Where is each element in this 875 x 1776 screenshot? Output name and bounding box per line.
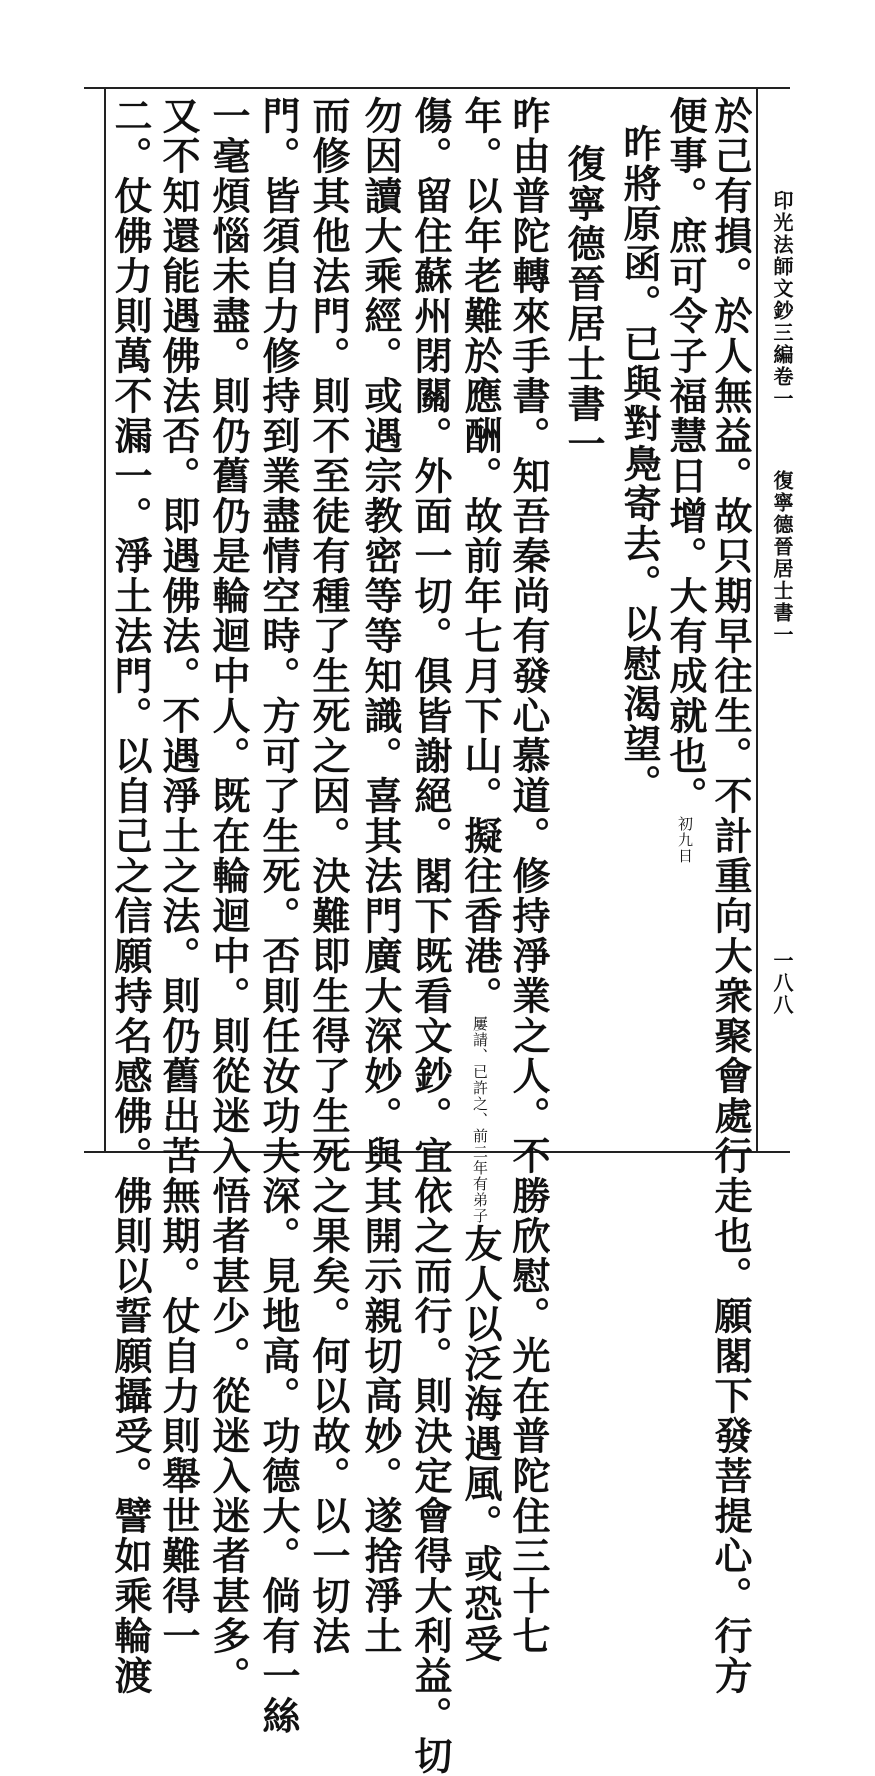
header-divider-rule <box>756 87 758 1153</box>
text-column-6 <box>458 96 502 1664</box>
page-number: 一八八 <box>770 950 794 1016</box>
inline-note-left: 屢請、已許之、 <box>471 1016 489 1128</box>
text-column-2-main: 便事。庶可令子福慧日增。大有成就也。 <box>663 96 708 816</box>
text-column-13: 二。仗佛力則萬不漏一。淨土法門。以自己之信願持名感佛。佛則以誓願攝受。譬如乘輪渡 <box>108 96 153 1696</box>
text-column-7: 傷。留住蘇州閉關。外面一切。俱皆謝絕。閣下既看文鈔。宜依之而行。則決定會得大利益。切 <box>408 96 453 1776</box>
frame-left-rule <box>104 87 106 1153</box>
book-title-header: 印光法師文鈔三編卷一 <box>770 190 794 410</box>
text-column-12: 又不知還能遇佛法否。即遇佛法。不遇淨土之法。則仍舊出苦無期。仗自力則舉世難得一 <box>156 96 201 1656</box>
text-column-6-main: 年。以年老難於應酬。故前年七月下山。擬往香港。 <box>458 96 503 1016</box>
text-column-9: 而修其他法門。則不至徒有種了生死之因。決難即生得了生死之果矣。何以故。以一切法 <box>306 96 351 1656</box>
text-column-6-after: 友人以泛海遇風。或恐受 <box>458 1224 503 1664</box>
inline-note <box>471 1016 489 1224</box>
text-column-2 <box>663 96 707 864</box>
text-column-3: 昨將原函。已與對鳧寄去。以慰渴望。 <box>617 124 662 804</box>
frame-top-rule <box>84 87 790 89</box>
text-column-5: 昨由普陀轉來手書。知吾秦尚有發心慕道。修持淨業之人。不勝欣慰。光在普陀住三十七 <box>506 96 551 1656</box>
text-column-8: 勿因讀大乘經。或遇宗教密等等知識。喜其法門廣大深妙。與其開示親切高妙。遂捨淨土 <box>358 96 403 1656</box>
text-column-11: 一毫煩惱未盡。則仍舊仍是輪迴中人。既在輪迴中。則從迷入悟者甚少。從迷入迷者甚多。 <box>206 96 251 1696</box>
letter-title: 復寧德晉居士書一 <box>561 144 606 464</box>
date-note: 初九日 <box>676 816 694 864</box>
text-column-10: 門。皆須自力修持到業盡情空時。方可了生死。否則任汝功夫深。見地高。功德大。倘有一絲 <box>256 96 301 1736</box>
text-column-1: 於己有損。於人無益。故只期早往生。不計重向大衆聚會處行走也。願閣下發菩提心。行方 <box>708 96 753 1696</box>
section-title-header: 復寧德晉居士書一 <box>770 470 794 646</box>
inline-note-right: 前二年有弟子 <box>471 1128 489 1224</box>
